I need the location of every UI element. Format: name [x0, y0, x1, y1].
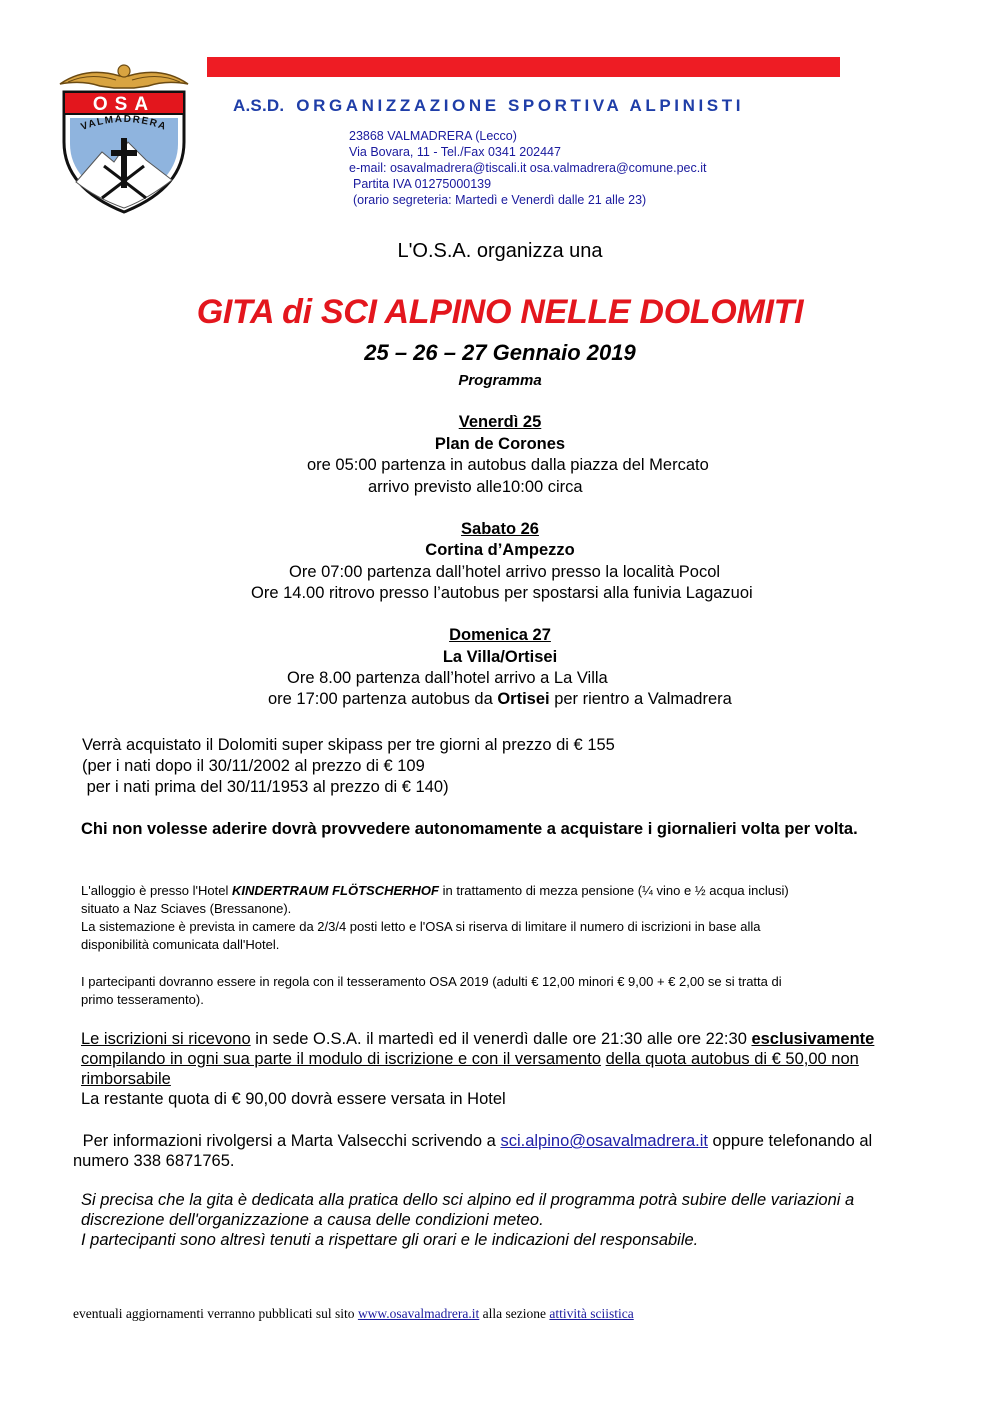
registration-line: rimborsabile	[81, 1070, 171, 1088]
info-line: numero 338 6871765.	[73, 1152, 235, 1170]
membership-line: primo tesseramento).	[81, 992, 204, 1007]
registration-line: compilando in ogni sua parte il modulo di iscrizione e con il versamento della quota autobus di € 50,00 non	[81, 1050, 859, 1068]
skipass-line: Verrà acquistato il Dolomiti super skipass per tre giorni al prezzo di € 155	[82, 736, 615, 754]
info-line: Per informazioni rivolgersi a Marta Valsecchi scrivendo a sci.alpino@osavalmadrera.it oppure telefonando al	[78, 1132, 873, 1150]
address-line: Via Bovara, 11 - Tel./Fax 0341 202447	[349, 145, 561, 159]
disclaimer-line: discrezione dell'organizzazione a causa delle condizioni meteo.	[81, 1211, 544, 1229]
day-line: Ore 14.00 ritrovo presso l’autobus per spostarsi alla funivia Lagazuoi	[251, 584, 753, 602]
day-place: Plan de Corones	[434, 435, 566, 453]
lodging-line: La sistemazione è prevista in camere da 2/3/4 posti letto e l'OSA si riserva di limitare il numero di iscrizioni in base alla	[81, 919, 761, 934]
day-heading: Venerdì 25	[458, 413, 542, 431]
day-line: ore 05:00 partenza in autobus dalla piazza del Mercato	[307, 456, 709, 474]
contact-email-link[interactable]: sci.alpino@osavalmadrera.it	[500, 1132, 708, 1150]
org-title	[233, 96, 744, 116]
address-line: 23868 VALMADRERA (Lecco)	[349, 129, 517, 143]
day-line: arrivo previsto alle10:00 circa	[368, 478, 583, 496]
org-prefix: A.S.D.	[233, 96, 285, 115]
bold-notice: Chi non volesse aderire dovrà provvedere autonomamente a acquistare i giornalieri volta per volta.	[81, 820, 858, 838]
day-line: Ore 07:00 partenza dall’hotel arrivo presso la località Pocol	[289, 563, 721, 581]
header-red-bar	[207, 57, 840, 77]
day-line: ore 17:00 partenza autobus da Ortisei per rientro a Valmadrera	[268, 690, 732, 708]
svg-text:VALMADRERA: VALMADRERA	[79, 113, 169, 133]
office-hours-line: (orario segreteria: Martedì e Venerdì dalle 21 alle 23)	[353, 193, 647, 207]
lodging-line: disponibilità comunicata dall'Hotel.	[81, 937, 280, 952]
day-heading: Domenica 27	[449, 626, 551, 644]
lodging-line: situato a Naz Sciaves (Bressanone).	[81, 901, 292, 916]
footer-note: eventuali aggiornamenti verranno pubblicati sul sito www.osavalmadrera.it alla sezione attività sciistica	[73, 1306, 634, 1321]
page-title: GITA di SCI ALPINO NELLE DOLOMITI	[196, 293, 804, 331]
email-line: e-mail: osavalmadrera@tiscali.it osa.valmadrera@comune.pec.it	[349, 161, 707, 175]
intro-text: L'O.S.A. organizza una	[397, 240, 603, 262]
website-link[interactable]: www.osavalmadrera.it	[357, 1306, 480, 1321]
registration-line: Le iscrizioni si ricevono in sede O.S.A. il martedì ed il venerdì dalle ore 21:30 alle ore 22:30 esclusivamente	[81, 1030, 875, 1048]
programma-label: Programma	[458, 372, 542, 389]
skipass-line: (per i nati dopo il 30/11/2002 al prezzo di € 109	[82, 757, 425, 775]
registration-rest: La restante quota di € 90,00 dovrà essere versata in Hotel	[81, 1090, 506, 1108]
disclaimer-line: I partecipanti sono altresì tenuti a rispettare gli orari e le indicazioni del responsabile.	[81, 1231, 699, 1249]
svg-text:OSA: OSA	[92, 94, 156, 115]
disclaimer-line: Si precisa che la gita è dedicata alla pratica dello sci alpino ed il programma potrà subire delle variazioni a	[81, 1191, 855, 1209]
day-place: Cortina d’Ampezzo	[425, 541, 575, 559]
skipass-line: per i nati prima del 30/11/1953 al prezzo di € 140)	[82, 778, 449, 796]
osa-logo	[56, 62, 192, 214]
day-place: La Villa/Ortisei	[442, 648, 558, 666]
event-dates: 25 – 26 – 27 Gennaio 2019	[364, 340, 636, 365]
lodging-line: L'alloggio è presso l'Hotel KINDERTRAUM FLÖTSCHERHOF in trattamento di mezza pensione (¼ vino e ½ acqua inclusi)	[81, 883, 789, 898]
section-link[interactable]: attività sciistica	[549, 1306, 634, 1321]
membership-line: I partecipanti dovranno essere in regola con il tesseramento OSA 2019 (adulti € 12,00 minori € 9,00 + € 2,00 se si tratta di	[81, 974, 782, 989]
org-name: ORGANIZZAZIONE SPORTIVA ALPINISTI	[296, 96, 745, 115]
day-heading: Sabato 26	[461, 520, 539, 538]
day-line: Ore 8.00 partenza dall’hotel arrivo a La Villa	[287, 669, 608, 687]
vat-line: Partita IVA 01275000139	[353, 177, 492, 191]
